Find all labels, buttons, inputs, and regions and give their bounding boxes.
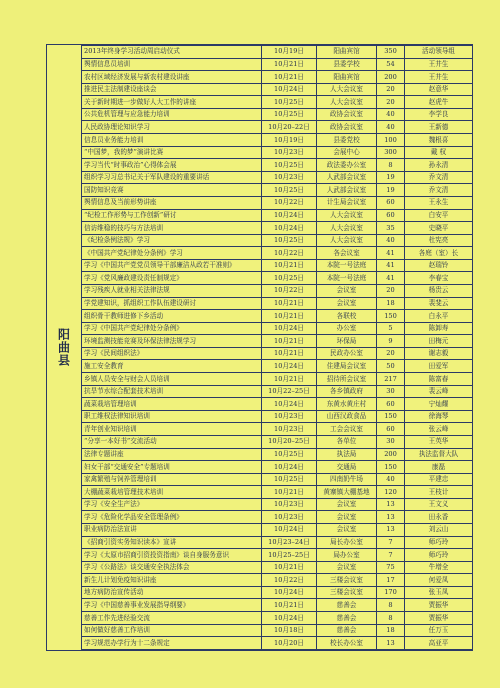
activity-venue: 校长办公室 (317, 637, 377, 650)
table-row (82, 196, 473, 209)
activity-venue: 会议室 (317, 284, 377, 297)
table-row (82, 637, 473, 650)
table-row (82, 385, 473, 398)
table-row (82, 561, 473, 574)
table-row (82, 448, 473, 461)
participant-count: 300 (377, 146, 405, 159)
table-row (82, 523, 473, 536)
table-row (82, 272, 473, 285)
person-in-charge: 王文义 (405, 498, 473, 511)
person-in-charge: 各庭（室）长 (405, 247, 473, 260)
person-in-charge: 魏根喜 (405, 134, 473, 147)
activity-title: 学习《民间组织法》 (82, 347, 262, 360)
participant-count: 200 (377, 71, 405, 84)
person-in-charge: 任万玉 (405, 624, 473, 637)
table-row (82, 171, 473, 184)
activity-venue: 黄寨镇大棚基地 (317, 486, 377, 499)
table-row (82, 410, 473, 423)
activity-title: 学习《危险化学品安全管理条例》 (82, 511, 262, 524)
activity-date: 10月21日 (262, 71, 317, 84)
participant-count: 40 (377, 473, 405, 486)
activity-venue: 人大会议室 (317, 222, 377, 235)
activity-title: “纪检工作形势与工作创新”研讨 (82, 209, 262, 222)
participant-count: 41 (377, 247, 405, 260)
activity-date: 10月23日 (262, 498, 317, 511)
table-row (82, 461, 473, 474)
participant-count: 19 (377, 184, 405, 197)
activity-venue: 会展中心 (317, 146, 377, 159)
person-in-charge: 赵瑞铃 (405, 259, 473, 272)
activity-venue: 三楼会议室 (317, 586, 377, 599)
table-row (82, 108, 473, 121)
person-in-charge: 王新德 (405, 121, 473, 134)
table-row (82, 322, 473, 335)
participant-count: 18 (377, 297, 405, 310)
activity-venue: 工会会议室 (317, 423, 377, 436)
activity-table-body (82, 46, 473, 650)
person-in-charge: 赵虎牛 (405, 96, 473, 109)
activity-date: 10月24日 (262, 523, 317, 536)
county-column (47, 45, 82, 650)
activity-date: 10月21日 (262, 58, 317, 71)
activity-title: 学习《公路法》谈交通安全执法体会 (82, 561, 262, 574)
activity-date: 10月23日 (262, 423, 317, 436)
person-in-charge: 张云峰 (405, 423, 473, 436)
person-in-charge: 贾振华 (405, 599, 473, 612)
activity-title: 《中国共产党纪律处分条例》学习 (82, 247, 262, 260)
table-row (82, 159, 473, 172)
activity-date: 10月24日 (262, 398, 317, 411)
activity-venue: 政法委办公室 (317, 159, 377, 172)
participant-count: 41 (377, 259, 405, 272)
person-in-charge: 田梅元 (405, 335, 473, 348)
table-row (82, 423, 473, 436)
activity-date: 10月20–22日 (262, 121, 317, 134)
table-row (82, 373, 473, 386)
activity-venue: 本院一号法庭 (317, 259, 377, 272)
participant-count: 30 (377, 435, 405, 448)
activity-date: 10月25–25日 (262, 549, 317, 562)
table-row (82, 360, 473, 373)
activity-venue: 人武部会议室 (317, 184, 377, 197)
activity-title: 舆情信息员培训 (82, 58, 262, 71)
activity-title: 职业病防治法宣讲 (82, 523, 262, 536)
activity-venue: 县委党校 (317, 134, 377, 147)
activity-date: 10月24日 (262, 360, 317, 373)
participant-count: 41 (377, 272, 405, 285)
person-in-charge: 李春宝 (405, 272, 473, 285)
table-row (82, 46, 473, 59)
activity-title: 舆情信息及当前形势讲座 (82, 196, 262, 209)
person-in-charge: 谢志毅 (405, 347, 473, 360)
participant-count: 50 (377, 360, 405, 373)
participant-count: 13 (377, 523, 405, 536)
activity-venue: 住建局会议室 (317, 360, 377, 373)
activity-title: 关于新时期进一步做好人大工作的讲座 (82, 96, 262, 109)
participant-count: 17 (377, 574, 405, 587)
activity-venue: 局长办公室 (317, 536, 377, 549)
activity-date: 10月22日 (262, 247, 317, 260)
activity-title: 大棚蔬菜栽培管理技术培训 (82, 486, 262, 499)
activity-title: 学习《安全生产法》 (82, 498, 262, 511)
activity-date: 10月24日 (262, 222, 317, 235)
activity-venue: 办公室 (317, 322, 377, 335)
county-label: 阳曲县 (56, 328, 71, 367)
activity-venue: 阳曲宾馆 (317, 46, 377, 59)
activity-title: 学习规范办学行为十二条规定 (82, 637, 262, 650)
table-row (82, 134, 473, 147)
table-row (82, 511, 473, 524)
participant-count: 350 (377, 46, 405, 59)
participant-count: 200 (377, 448, 405, 461)
activity-title: 学习《中国共产党党员领导干部廉洁从政若干准则》 (82, 259, 262, 272)
person-in-charge: 戴 权 (405, 146, 473, 159)
person-in-charge: 李学良 (405, 108, 473, 121)
activity-date: 10月22日 (262, 284, 317, 297)
person-in-charge: 杨贵云 (405, 284, 473, 297)
table-row (82, 612, 473, 625)
activity-venue: 山西汉政食品 (317, 410, 377, 423)
participant-count: 217 (377, 373, 405, 386)
activity-venue: 人大会议室 (317, 209, 377, 222)
participant-count: 8 (377, 612, 405, 625)
activity-venue: 政协会议室 (317, 108, 377, 121)
participant-count: 13 (377, 511, 405, 524)
person-in-charge: 师巧玲 (405, 549, 473, 562)
table-row (82, 335, 473, 348)
person-in-charge: 宁灿耀 (405, 398, 473, 411)
table-row (82, 146, 473, 159)
activity-date: 10月19日 (262, 46, 317, 59)
person-in-charge: 平建忠 (405, 473, 473, 486)
activity-date: 10月21日 (262, 259, 317, 272)
activity-title: 学习《中国慈善事业发展指导纲要》 (82, 599, 262, 612)
table-row (82, 247, 473, 260)
activity-venue: 会议室 (317, 498, 377, 511)
activity-venue: 人武部会议室 (317, 171, 377, 184)
activity-date: 10月25日 (262, 108, 317, 121)
activity-venue: 执法局 (317, 448, 377, 461)
activity-title: 抗旱节水综合配套技术培训 (82, 385, 262, 398)
participant-count: 120 (377, 486, 405, 499)
person-in-charge: 白永平 (405, 310, 473, 323)
table-row (82, 222, 473, 235)
participant-count: 8 (377, 159, 405, 172)
participant-count: 60 (377, 209, 405, 222)
activity-venue: 会议室 (317, 511, 377, 524)
participant-count: 13 (377, 498, 405, 511)
activity-venue: 各乡镇政府 (317, 385, 377, 398)
person-in-charge: 王永生 (405, 196, 473, 209)
participant-count: 60 (377, 196, 405, 209)
activity-date: 10月21日 (262, 561, 317, 574)
person-in-charge: 康磊 (405, 461, 473, 474)
table-row (82, 574, 473, 587)
activity-date: 10月21日 (262, 335, 317, 348)
participant-count: 35 (377, 222, 405, 235)
table-row (82, 96, 473, 109)
activity-date: 10月23日 (262, 511, 317, 524)
activity-title: 《招商引资实务知识读本》宣讲 (82, 536, 262, 549)
person-in-charge: 乔文清 (405, 184, 473, 197)
table-row (82, 259, 473, 272)
table-row (82, 599, 473, 612)
activity-venue: 东黄水黄庄村 (317, 398, 377, 411)
activity-title: 人民政协理论知识学习 (82, 121, 262, 134)
activity-venue: 人大会议室 (317, 96, 377, 109)
participant-count: 150 (377, 310, 405, 323)
table-row (82, 58, 473, 71)
activity-title: 地方病防治宣传活动 (82, 586, 262, 599)
participant-count: 40 (377, 108, 405, 121)
person-in-charge: 田永香 (405, 511, 473, 524)
activity-date: 10月24日 (262, 461, 317, 474)
participant-count: 150 (377, 410, 405, 423)
table-row (82, 473, 473, 486)
table-row (82, 498, 473, 511)
participant-count: 5 (377, 322, 405, 335)
activity-date: 10月21日 (262, 347, 317, 360)
activity-venue: 计生局会议室 (317, 196, 377, 209)
person-in-charge: 王英华 (405, 435, 473, 448)
activity-date: 10月19日 (262, 134, 317, 147)
person-in-charge: 王井生 (405, 58, 473, 71)
activity-date: 10月24日 (262, 612, 317, 625)
person-in-charge: 陈富春 (405, 373, 473, 386)
participant-count: 7 (377, 536, 405, 549)
participant-count: 170 (377, 586, 405, 599)
activity-venue: 慈善会 (317, 599, 377, 612)
participant-count: 60 (377, 398, 405, 411)
table-row (82, 121, 473, 134)
participant-count: 18 (377, 624, 405, 637)
person-in-charge: 贾振华 (405, 612, 473, 625)
activity-date: 10月24日 (262, 586, 317, 599)
activity-title: 乡镇人员安全与财会人员培训 (82, 373, 262, 386)
document-page (46, 44, 473, 651)
activity-date: 10月21日 (262, 599, 317, 612)
activity-title: 职工维权法律知识培训 (82, 410, 262, 423)
activity-title: 《纪检条例法规》学习 (82, 234, 262, 247)
person-in-charge: 牛增全 (405, 561, 473, 574)
activity-venue: 招待所会议室 (317, 373, 377, 386)
activity-table (81, 45, 473, 650)
person-in-charge: 张玉凤 (405, 586, 473, 599)
activity-date: 10月22–25日 (262, 385, 317, 398)
table-row (82, 624, 473, 637)
activity-venue: 会议室 (317, 297, 377, 310)
activity-venue: 人大会议室 (317, 83, 377, 96)
activity-venue: 交通局 (317, 461, 377, 474)
person-in-charge: 陈卸寿 (405, 322, 473, 335)
activity-date: 10月18日 (262, 624, 317, 637)
activity-title: 如何做好慈善工作培训 (82, 624, 262, 637)
activity-venue: 三楼会议室 (317, 574, 377, 587)
participant-count: 13 (377, 637, 405, 650)
activity-date: 10月22日 (262, 196, 317, 209)
table-row (82, 398, 473, 411)
activity-title: 农村区域经济发展与新农村建设讲座 (82, 71, 262, 84)
activity-date: 10月23日 (262, 410, 317, 423)
person-in-charge: 白安平 (405, 209, 473, 222)
activity-title: 蔬菜栽培管理培训 (82, 398, 262, 411)
activity-title: 新生儿计划免疫知识讲座 (82, 574, 262, 587)
activity-title: 学习《中国共产党纪律处分条例》 (82, 322, 262, 335)
table-row (82, 435, 473, 448)
activity-date: 10月21日 (262, 297, 317, 310)
table-row (82, 486, 473, 499)
activity-date: 10月21日 (262, 310, 317, 323)
activity-date: 10月25日 (262, 184, 317, 197)
person-in-charge: 孙永清 (405, 159, 473, 172)
person-in-charge: 执法监督大队 (405, 448, 473, 461)
table-row (82, 310, 473, 323)
activity-venue: 政协会议室 (317, 121, 377, 134)
table-row (82, 184, 473, 197)
person-in-charge: 杜宪亮 (405, 234, 473, 247)
table-row (82, 83, 473, 96)
activity-date: 10月20–25日 (262, 435, 317, 448)
table-row (82, 586, 473, 599)
activity-title: 家禽繁殖与饲养管理培训 (82, 473, 262, 486)
activity-title: 学习《太原市招商引资投资指南》谈自身服务意识 (82, 549, 262, 562)
participant-count: 75 (377, 561, 405, 574)
participant-count: 60 (377, 423, 405, 436)
activity-date: 10月22日 (262, 574, 317, 587)
person-in-charge: 何爱凤 (405, 574, 473, 587)
table-row (82, 549, 473, 562)
person-in-charge: 裴云峰 (405, 385, 473, 398)
activity-title: 学习当代“时事政治”心得体会展 (82, 159, 262, 172)
activity-venue: 各会议室 (317, 247, 377, 260)
table-row (82, 71, 473, 84)
activity-date: 10月25日 (262, 473, 317, 486)
table-row (82, 209, 473, 222)
activity-date: 10月23–24日 (262, 536, 317, 549)
activity-date: 10月23日 (262, 171, 317, 184)
activity-venue: 县委学校 (317, 58, 377, 71)
activity-title: 推进民主法制建设座谈会 (82, 83, 262, 96)
person-in-charge: 乔文清 (405, 171, 473, 184)
activity-venue: 会议室 (317, 523, 377, 536)
participant-count: 7 (377, 549, 405, 562)
activity-title: 环境监测技能竞赛及环保法律法规学习 (82, 335, 262, 348)
activity-venue: 民政办公室 (317, 347, 377, 360)
activity-venue: 会议室 (317, 561, 377, 574)
activity-venue: 各单位 (317, 435, 377, 448)
activity-venue: 各联校 (317, 310, 377, 323)
person-in-charge: 史晓平 (405, 222, 473, 235)
table-row (82, 297, 473, 310)
activity-title: 学党建知识，抓组织工作队伍建设研讨 (82, 297, 262, 310)
activity-date: 10月21日 (262, 486, 317, 499)
activity-title: “中国梦，我的梦”演讲比赛 (82, 146, 262, 159)
participant-count: 40 (377, 121, 405, 134)
person-in-charge: 王枝计 (405, 486, 473, 499)
activity-date: 10月25日 (262, 159, 317, 172)
participant-count: 30 (377, 385, 405, 398)
participant-count: 9 (377, 335, 405, 348)
activity-title: 2013年终身学习活动周启动仪式 (82, 46, 262, 59)
activity-venue: 环保局 (317, 335, 377, 348)
activity-date: 10月25日 (262, 96, 317, 109)
table-row (82, 234, 473, 247)
table-row (82, 347, 473, 360)
activity-venue: 阳曲宾馆 (317, 71, 377, 84)
activity-date: 10月23日 (262, 146, 317, 159)
participant-count: 20 (377, 96, 405, 109)
person-in-charge: 裴斐云 (405, 297, 473, 310)
activity-venue: 慈善会 (317, 624, 377, 637)
activity-title: “分享一本好书”交流活动 (82, 435, 262, 448)
person-in-charge: 活动领导组 (405, 46, 473, 59)
participant-count: 54 (377, 58, 405, 71)
activity-venue: 慈善会 (317, 612, 377, 625)
activity-venue: 人大会议室 (317, 234, 377, 247)
participant-count: 20 (377, 347, 405, 360)
table-row (82, 536, 473, 549)
activity-title: 慈善工作先进经验交流 (82, 612, 262, 625)
participant-count: 100 (377, 134, 405, 147)
participant-count: 20 (377, 284, 405, 297)
activity-date: 10月25日 (262, 448, 317, 461)
activity-date: 10月25日 (262, 234, 317, 247)
activity-date: 10月20日 (262, 637, 317, 650)
activity-title: 妇女干部“交通安全”专题培训 (82, 461, 262, 474)
activity-date: 10月24日 (262, 209, 317, 222)
person-in-charge: 师巧玲 (405, 536, 473, 549)
activity-title: 公共危机管理与应急能力培训 (82, 108, 262, 121)
participant-count: 150 (377, 461, 405, 474)
participant-count: 19 (377, 171, 405, 184)
participant-count: 8 (377, 599, 405, 612)
person-in-charge: 徐海琴 (405, 410, 473, 423)
activity-title: 组织学习习总书记关于军队建设的重要讲话 (82, 171, 262, 184)
activity-date: 10月25日 (262, 272, 317, 285)
activity-title: 组织骨干教师进修下乡活动 (82, 310, 262, 323)
activity-title: 学习《党风廉政建设责任制规定》 (82, 272, 262, 285)
table-row (82, 284, 473, 297)
activity-title: 学习残疾人就业相关法律法规 (82, 284, 262, 297)
person-in-charge: 田爱军 (405, 360, 473, 373)
activity-date: 10月24日 (262, 83, 317, 96)
person-in-charge: 刘云山 (405, 523, 473, 536)
activity-venue: 本院一号法庭 (317, 272, 377, 285)
person-in-charge: 王井生 (405, 71, 473, 84)
activity-title: 信访维稳的技巧与方法培训 (82, 222, 262, 235)
activity-venue: 局办公室 (317, 549, 377, 562)
activity-title: 信息员业务能力培训 (82, 134, 262, 147)
activity-title: 施工安全教育 (82, 360, 262, 373)
activity-date: 10月21日 (262, 373, 317, 386)
activity-title: 法律专题讲座 (82, 448, 262, 461)
participant-count: 20 (377, 83, 405, 96)
person-in-charge: 赵意华 (405, 83, 473, 96)
activity-venue: 四南奶牛场 (317, 473, 377, 486)
person-in-charge: 高亚平 (405, 637, 473, 650)
activity-date: 10月24日 (262, 322, 317, 335)
activity-title: 青年创业知识培训 (82, 423, 262, 436)
participant-count: 40 (377, 234, 405, 247)
activity-title: 国防知识竞赛 (82, 184, 262, 197)
